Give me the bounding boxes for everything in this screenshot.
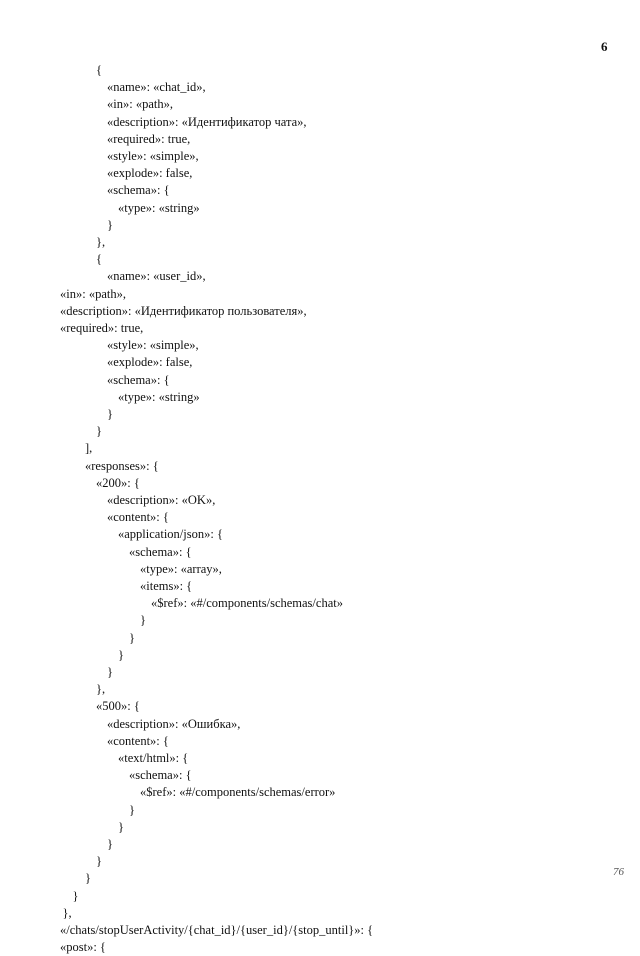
code-line: «$ref»: «#/components/schemas/chat» bbox=[151, 596, 343, 611]
code-line: ], bbox=[85, 441, 93, 456]
code-line: «/chats/stopUserActivity/{chat_id}/{user_id}/{stop_until}»: { bbox=[60, 923, 374, 937]
code-line: «content»: { bbox=[107, 733, 169, 748]
code-line: «schema»: { bbox=[107, 183, 170, 198]
code-line: «application/json»: { bbox=[118, 527, 223, 542]
code-line: «description»: «OK», bbox=[107, 493, 216, 507]
code-line: «500»: { bbox=[96, 699, 140, 714]
code-line: } bbox=[96, 424, 102, 439]
code-line: «type»: «string» bbox=[118, 200, 200, 215]
code-line: } bbox=[129, 630, 135, 645]
code-line: { bbox=[96, 63, 102, 77]
code-line: } bbox=[107, 217, 113, 232]
code-line: «responses»: { bbox=[85, 458, 159, 473]
code-line: } bbox=[107, 837, 113, 851]
code-line: «style»: «simple», bbox=[107, 338, 199, 353]
code-line: } bbox=[129, 802, 135, 817]
code-line: «type»: «string» bbox=[118, 389, 200, 404]
code-line: «style»: «simple», bbox=[107, 149, 199, 163]
code-line: { bbox=[96, 252, 102, 267]
code-line: }, bbox=[96, 235, 106, 249]
page-number: 6 bbox=[601, 39, 608, 54]
code-line: «description»: «Ошибка», bbox=[107, 716, 241, 731]
code-line: «text/html»: { bbox=[118, 751, 189, 765]
code-line: } bbox=[118, 647, 124, 662]
code-line: «description»: «Идентификатор чата», bbox=[107, 114, 307, 129]
code-line: «schema»: { bbox=[107, 372, 170, 387]
code-line: «schema»: { bbox=[129, 544, 192, 559]
code-line: }, bbox=[96, 682, 106, 697]
code-line: «name»: «user_id», bbox=[107, 269, 206, 284]
code-line: «name»: «chat_id», bbox=[107, 80, 206, 95]
code-line: } bbox=[140, 613, 146, 628]
code-line: } bbox=[107, 665, 113, 679]
code-line: «items»: { bbox=[140, 579, 193, 593]
code-line: } bbox=[118, 819, 124, 834]
code-line: «schema»: { bbox=[129, 768, 192, 783]
code-line: «description»: «Идентификатор пользователя», bbox=[60, 303, 307, 318]
code-line: «in»: «path», bbox=[107, 97, 173, 112]
code-line: «in»: «path», bbox=[60, 286, 126, 301]
code-line: } bbox=[96, 854, 102, 869]
code-line: }, bbox=[62, 905, 72, 920]
code-line: «explode»: false, bbox=[107, 355, 193, 370]
code-line: «required»: true, bbox=[60, 321, 144, 335]
code-line: «200»: { bbox=[96, 475, 140, 490]
code-line: «$ref»: «#/components/schemas/error» bbox=[140, 785, 336, 800]
code-line: } bbox=[85, 871, 91, 886]
code-line: «post»: { bbox=[60, 940, 106, 955]
code-line: «required»: true, bbox=[107, 131, 191, 146]
handwritten-mark: 76 bbox=[613, 866, 624, 878]
code-line: } bbox=[72, 888, 79, 903]
code-line: «explode»: false, bbox=[107, 166, 193, 181]
code-line: «content»: { bbox=[107, 510, 169, 525]
code-line: } bbox=[107, 407, 113, 421]
code-line: «type»: «array», bbox=[140, 561, 222, 576]
